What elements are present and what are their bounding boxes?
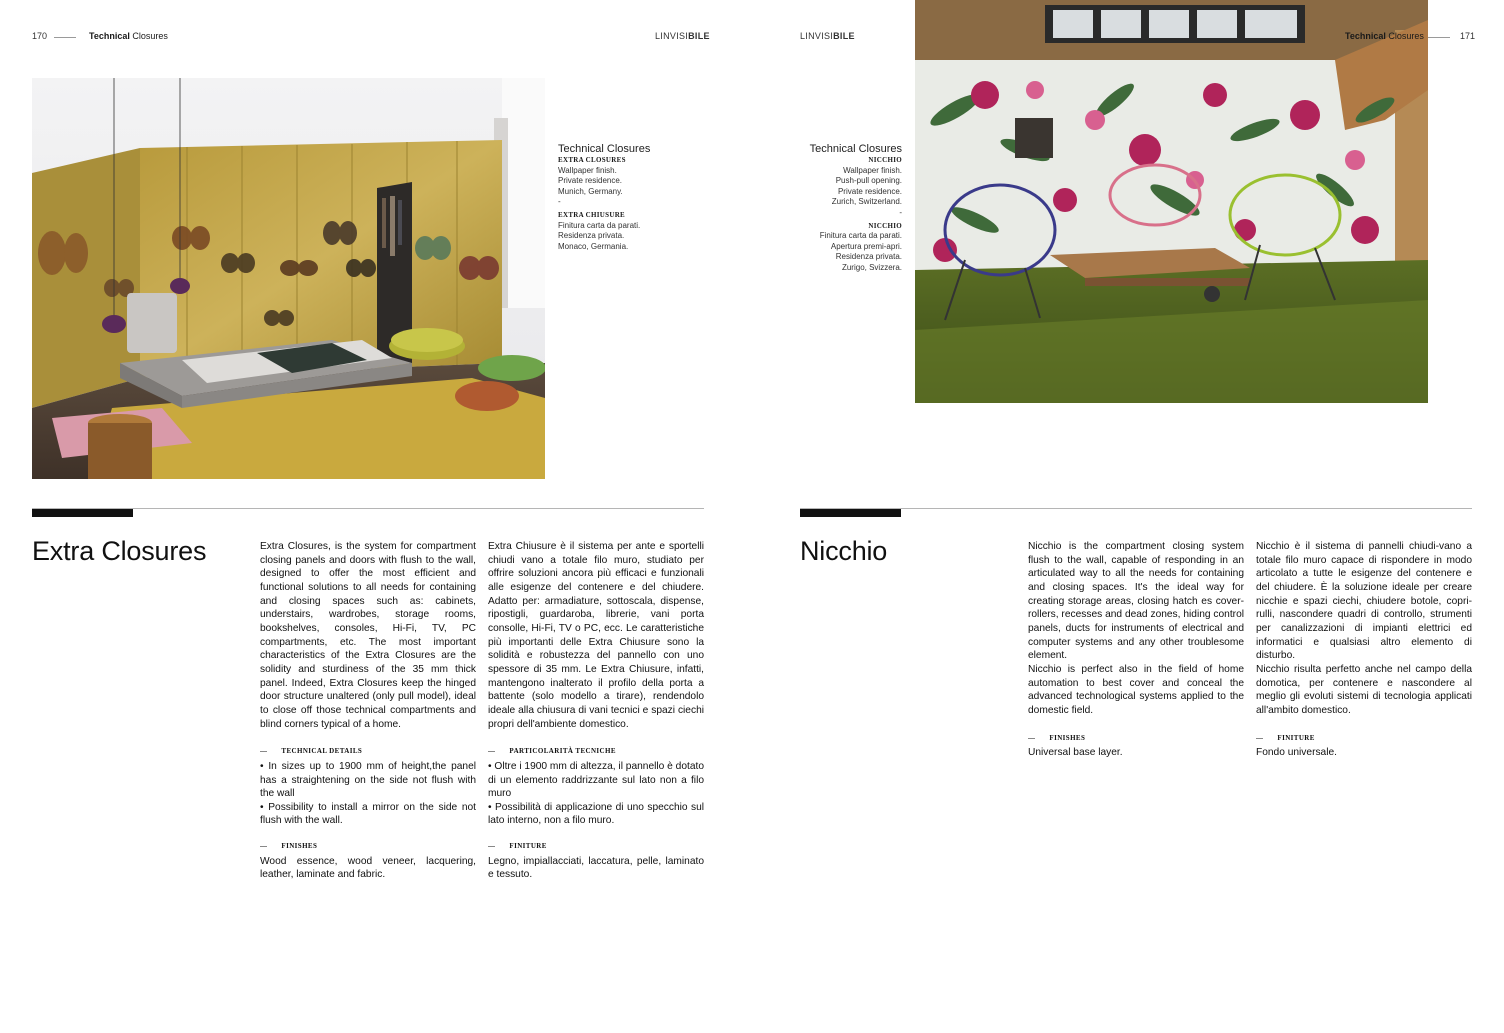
caption-line: Munich, Germany. [558,186,623,196]
brand-bold: BILE [833,31,855,41]
brand-logo-right [800,31,855,41]
caption-line: Finitura carta da parati. [558,220,641,230]
caption-line: Push-pull opening. [835,176,902,186]
finishes-text: Legno, impiallacciati, laccatura, pelle, laminato e tessuto. [488,855,704,881]
finishes-label: — FINITURE [488,842,547,851]
header-rule-right [1428,37,1450,38]
product-title-extra-closures: Extra Closures [32,536,207,566]
header-rule-left [54,37,76,38]
technical-details-label: — PARTICOLARITÀ TECNICHE [488,747,616,756]
loft-photo [915,0,1428,403]
bedroom-photo [32,78,545,479]
brand-light: LINVISI [655,31,689,41]
label-text: FINITURE [1277,733,1315,742]
finishes-label: — FINISHES [1028,733,1086,742]
section-rest: Closures [1388,31,1424,41]
finishes-label: — FINISHES [260,842,318,851]
brand-bold: BILE [688,31,710,41]
finishes-label: — FINITURE [1256,733,1315,742]
caption-line: Zurigo, Svizzera. [841,262,902,272]
label-text: FINITURE [509,842,547,851]
caption-line: Wallpaper finish. [843,165,902,175]
section-bar-right [800,509,901,517]
caption-separator: - [899,207,902,217]
english-column-right [1028,540,1244,760]
section-bold: Technical [1345,31,1386,41]
caption-right [742,143,902,274]
bedroom-illustration [32,78,545,479]
section-bar-left [32,509,133,517]
body-text: Extra Closures, is the system for compartment closing panels and doors with flush to the wall, designed to offer the most efficient and functional solutions to all needs for containing and closing spaces such as: cabinets, understairs, wardrobes, storage rooms, bookshelves, consoles, Hi-Fi, TV, PC compartments, etc. The most important characteristics of the Extra Closures are the solidity and sturdiness of the 35 mm thick panel. Indeed, Extra Closures keep the hinged door structure unaltered (only pull model), ideal to close off those technical compartments and blind corners typical of a home. [260,541,476,730]
caption-title: Technical Closures [558,143,651,155]
body-text: Nicchio risulta perfetto anche nel campo della domotica, per contenere e nascondere al meglio gli evoluti sistemi di tecnologia applicati all'ambito domestico. [1256,663,1472,716]
finishes-text: Fondo universale. [1256,747,1337,759]
finishes-text: Universal base layer. [1028,747,1123,759]
caption-line: Monaco, Germania. [558,241,629,251]
caption-line: Zurich, Switzerland. [831,197,902,207]
page-number-right: 171 [1460,31,1476,41]
section-title-right [1345,31,1424,41]
technical-details-label: — TECHNICAL DETAILS [260,747,363,756]
body-text: Extra Chiusure è il sistema per ante e sportelli chiudi vano a totale filo muro, studiato per offrire soluzioni ancora più efficaci e funzionali alle esigenze del contenere e del chiudere. Adatto per: armadiature, sottoscala, dispense, ripostigli, guardaroba, librerie, vani porta consolle, Hi-Fi, TV o PC, ecc. Le caratteristiche più importanti delle Extra Chiusure sono la solidità e robustezza del pannello con uno spessore di 35 mm. Le Extra Chiusure, infatti, mantengono inalterato il profilo della porta a battente (solo modello a tirare), rendendolo ideale alla chiusura di vani tecnici e spazi ciechi propri dell'ambiente domestico. [488,541,704,730]
caption-title: Technical Closures [809,143,902,155]
label-text: FINISHES [281,842,318,851]
brand-light: LINVISI [800,31,834,41]
caption-line: Private residence. [837,186,902,196]
finishes-text: Wood essence, wood veneer, lacquering, leather, laminate and fabric. [260,855,476,881]
english-column-left [260,540,476,882]
page-number-left: 170 [32,31,48,41]
caption-it-label: NICCHIO [868,221,902,230]
product-title-nicchio: Nicchio [800,536,888,566]
section-bold: Technical [89,31,130,41]
section-title-left [89,31,168,41]
italian-column-right [1256,540,1472,760]
caption-separator: - [558,197,561,207]
italian-column-left [488,540,704,882]
section-rest: Closures [132,31,168,41]
detail-item: • Possibilità di applicazione di uno specchio sul lato interno, non a filo muro. [488,801,704,827]
body-text: Nicchio è il sistema di pannelli chiudi-vano a totale filo muro capace di rispondere in modo articolato a tutte le esigenze del contenere e del chiudere. È la soluzione ideale per creare nicchie e spazi ciechi, chiudere botole, copri-rulli, nascondere quadri di controllo, strumenti per canalizzazioni di impianti elettrici ed informatici e qualsiasi altro elemento di disturbo. [1256,541,1472,662]
caption-line: Apertura premi-apri. [830,241,902,251]
caption-it-label: EXTRA CHIUSURE [558,210,626,219]
caption-left [558,143,718,252]
caption-line: Residenza privata. [835,252,902,262]
caption-line: Finitura carta da parati. [819,231,902,241]
caption-line: Residenza privata. [558,231,625,241]
body-text: Nicchio is perfect also in the field of home automation to best cover and conceal the advanced technological systems applied to the domestic field. [1028,663,1244,716]
caption-en-label: EXTRA CLOSURES [558,156,626,164]
label-text: FINISHES [1049,733,1086,742]
brand-logo-left [655,31,710,41]
body-text: Nicchio is the compartment closing system flush to the wall, capable of responding in an articulated way to all the needs for containing and closing spaces. It's the ideal way for creating storage areas, closing hatch es cover-rollers, recesses and dead zones, hiding control panels, ducts for instruments of electrical and computer systems and any other troublesome element. [1028,541,1244,662]
loft-illustration [915,0,1428,403]
label-text: PARTICOLARITÀ TECNICHE [509,747,616,756]
caption-line: Wallpaper finish. [558,165,617,175]
caption-en-label: NICCHIO [868,156,902,164]
label-text: TECHNICAL DETAILS [281,747,363,756]
caption-line: Private residence. [558,176,623,186]
detail-item: • In sizes up to 1900 mm of height,the panel has a straightening on the side not flush with the wall [260,760,476,800]
detail-item: • Possibility to install a mirror on the side not flush with the wall. [260,801,476,827]
detail-item: • Oltre i 1900 mm di altezza, il pannello è dotato di un elemento raddrizzante sul lato non a filo muro [488,760,704,800]
